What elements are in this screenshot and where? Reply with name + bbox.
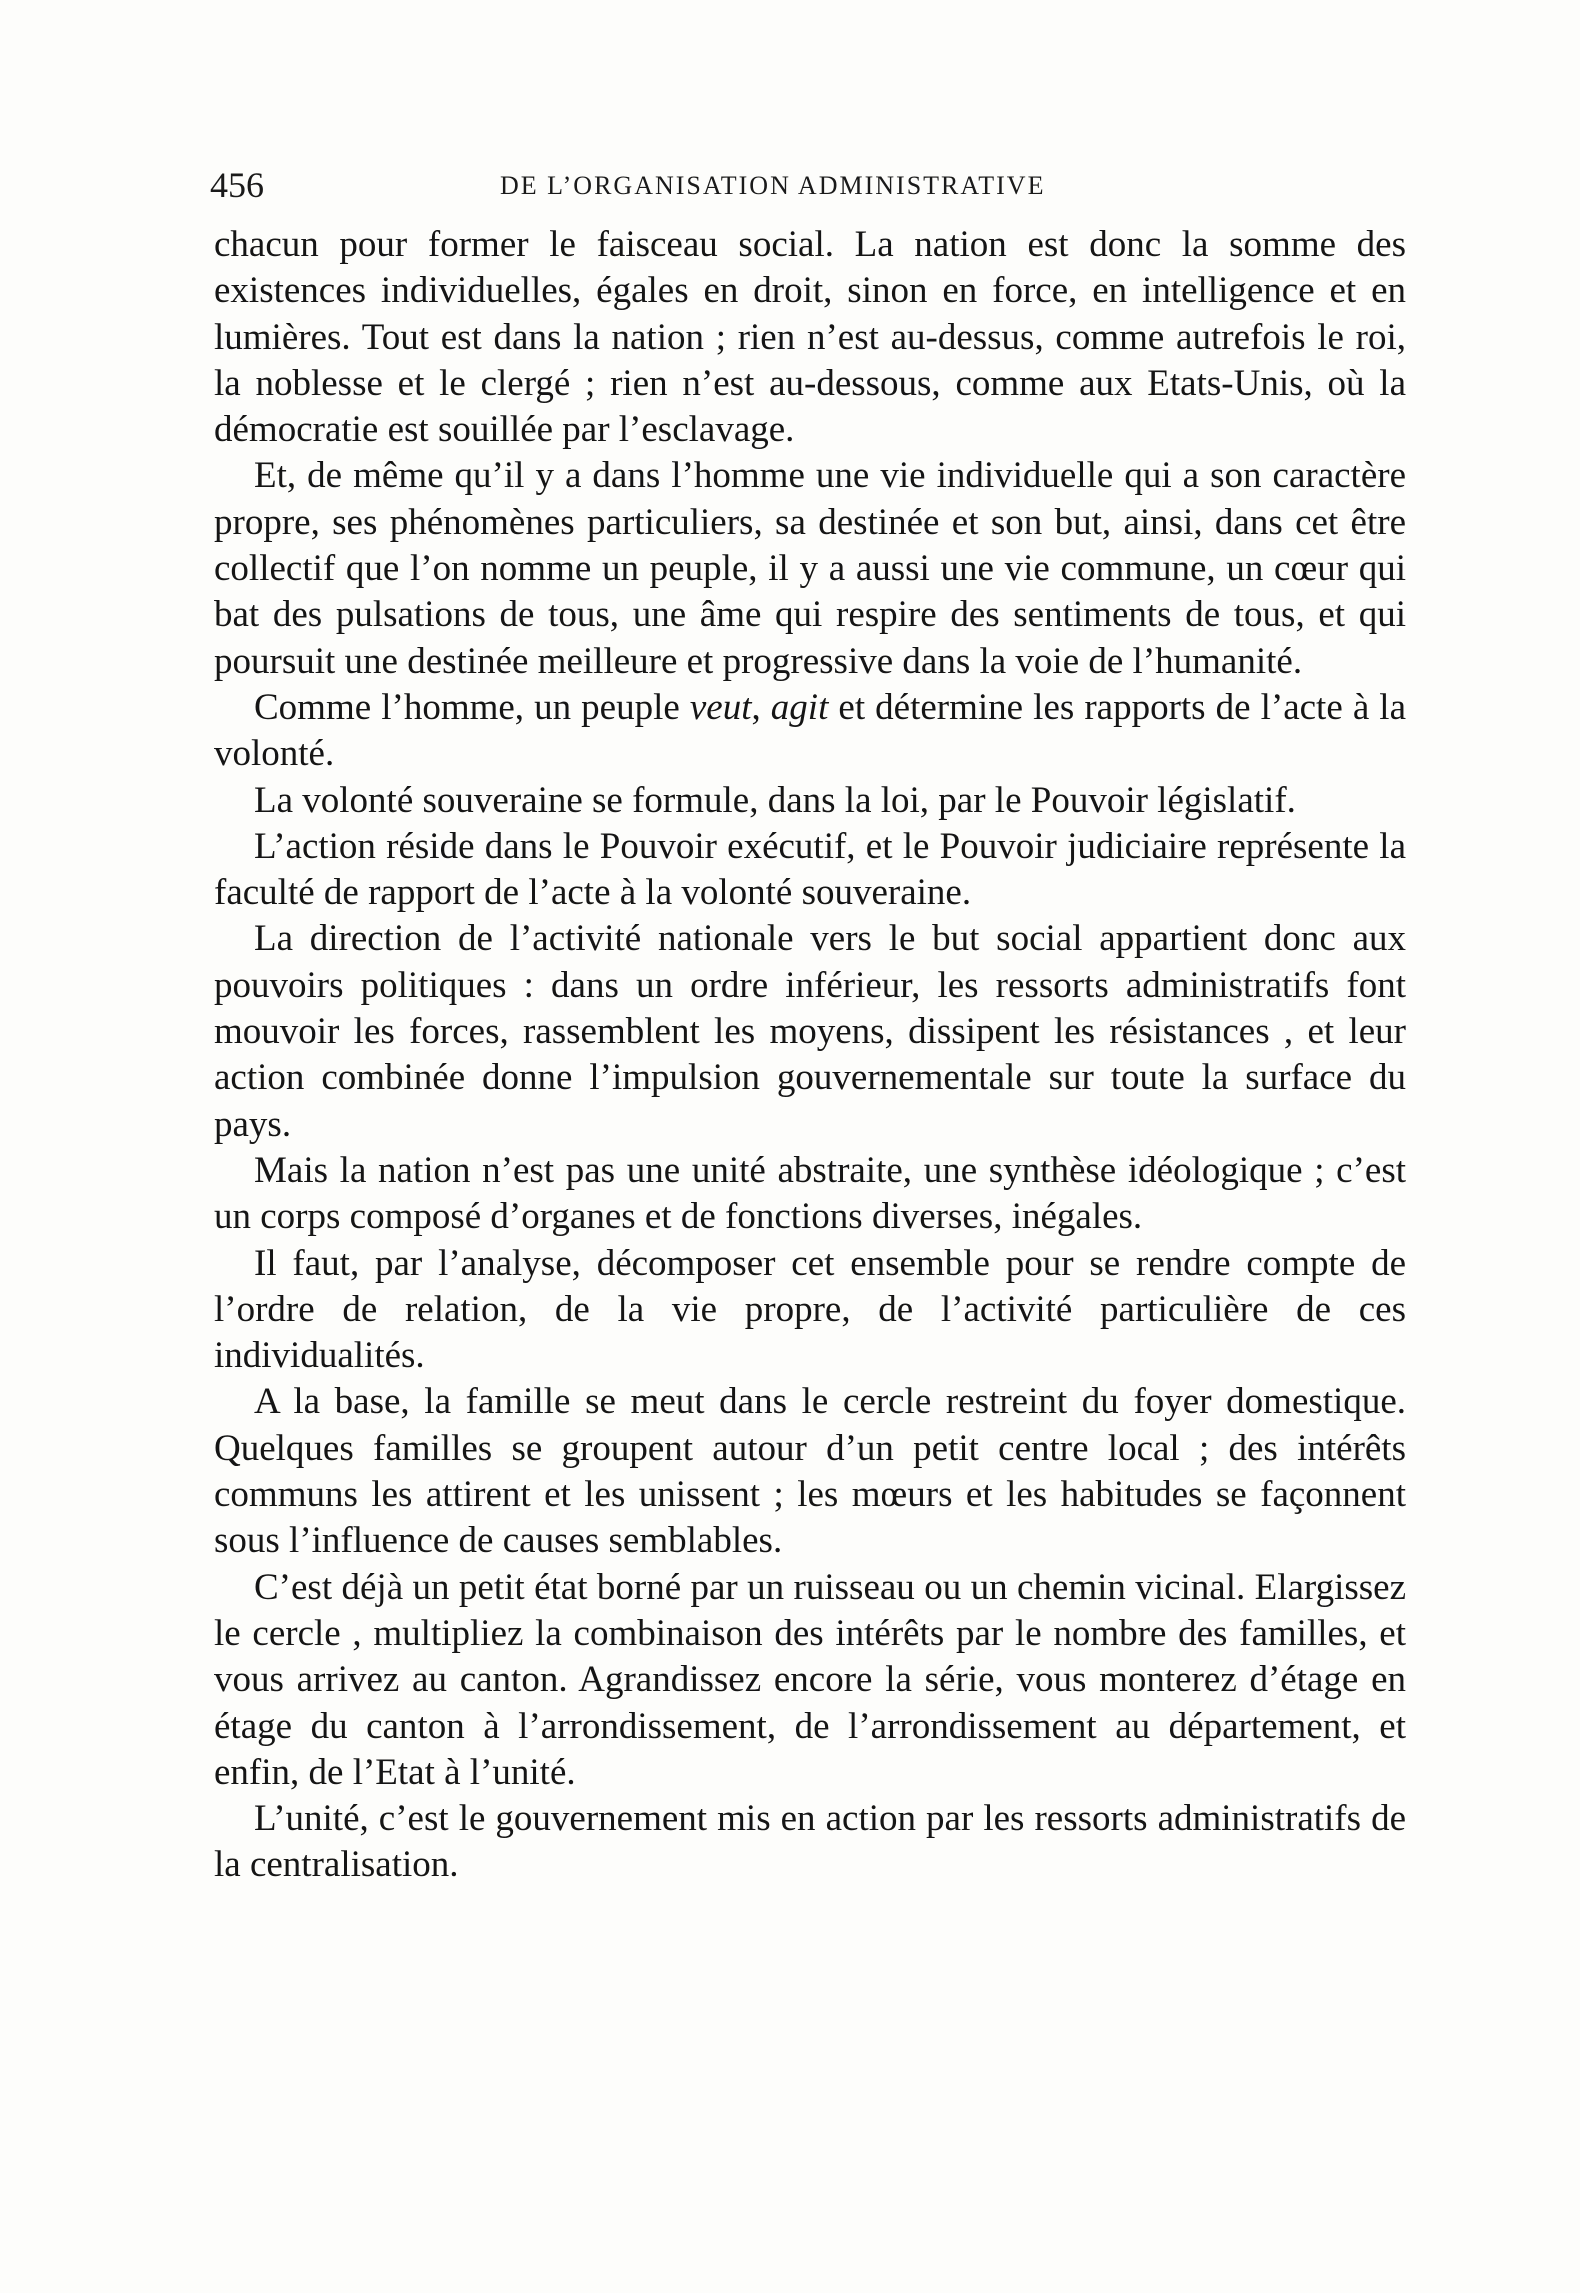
body-text: [214, 222, 1406, 1889]
paragraph-3: [214, 685, 1406, 778]
running-head: [210, 160, 1410, 210]
paragraph-11: L’unité, c’est le gouvernement mis en action par les ressorts administratifs de la centralisation.: [214, 1798, 1406, 1886]
paragraph-2: Et, de même qu’il y a dans l’homme une vie individuelle qui a son caractère propre, ses phénomènes particuliers, sa destinée et son but, ainsi, dans cet être collectif que l’on nomme un peuple, il y a aussi une vie commune, un cœur qui bat des pulsations de tous, une âme qui respire des sentiments de tous, et qui poursuit une destinée meilleure et progressive dans la voie de l’humanité.: [214, 455, 1406, 682]
paragraph-4: La volonté souveraine se formule, dans la loi, par le Pouvoir législatif.: [254, 779, 1296, 821]
paragraph-3-before: Comme l’homme, un peuple: [254, 686, 690, 728]
paragraph-3-italic-veut: veut: [689, 686, 752, 728]
paragraph-3-middle: ,: [751, 686, 771, 728]
paragraph-6: La direction de l’activité nationale vers le but social appartient donc aux pouvoirs politiques : dans un ordre inférieur, les ressorts administratifs font mouvoir les forces, rassemblent les moyens, dissipent les résistances , et leur action combinée donne l’impulsion gouvernementale sur toute la surface du pays.: [214, 918, 1406, 1145]
paragraph-5: L’action réside dans le Pouvoir exécutif, et le Pouvoir judiciaire représente la faculté de rapport de l’acte à la volonté souveraine.: [214, 825, 1406, 914]
paragraph-1: chacun pour former le faisceau social. La nation est donc la somme des existences individuelles, égales en droit, sinon en force, en intelligence et en lumières. Tout est dans la nation ; rien n’est au-dessus, comme autrefois le roi, la noblesse et le clergé ; rien n’est au-dessous, comme aux Etats-Unis, où la démocratie est souillée par l’esclavage.: [214, 224, 1406, 451]
paragraph-3-after: et détermine les rapports de l’acte à la volonté.: [214, 686, 1406, 775]
paragraph-7: Mais la nation n’est pas une unité abstraite, une synthèse idéologique ; c’est un corps composé d’organes et de fonctions diverses, inégales.: [214, 1149, 1406, 1238]
paragraph-9: A la base, la famille se meut dans le cercle restreint du foyer domestique. Quelques familles se groupent autour d’un petit centre local ; des intérêts communs les attirent et les unissent ; les mœurs et les habitudes se façonnent sous l’influence de causes semblables.: [214, 1381, 1406, 1562]
paragraph-10: C’est déjà un petit état borné par un ruisseau ou un chemin vicinal. Elargissez le cercle , multipliez la combinaison des intérêts par le nombre des familles, et vous arrivez au canton. Agrandissez encore la série, vous monterez d’étage en étage du canton à l’arrondissement, de l’arrondissement au département, et enfin, de l’Etat à l’unité.: [214, 1566, 1406, 1793]
paragraph-3-italic-agit: agit: [770, 686, 829, 728]
running-title: DE L’ORGANISATION ADMINISTRATIVE: [500, 171, 1046, 200]
paragraph-8: Il faut, par l’analyse, décomposer cet ensemble pour se rendre compte de l’ordre de relation, de la vie propre, de l’activité particulière de ces individualités.: [214, 1242, 1406, 1377]
page-number: 456: [210, 165, 264, 205]
